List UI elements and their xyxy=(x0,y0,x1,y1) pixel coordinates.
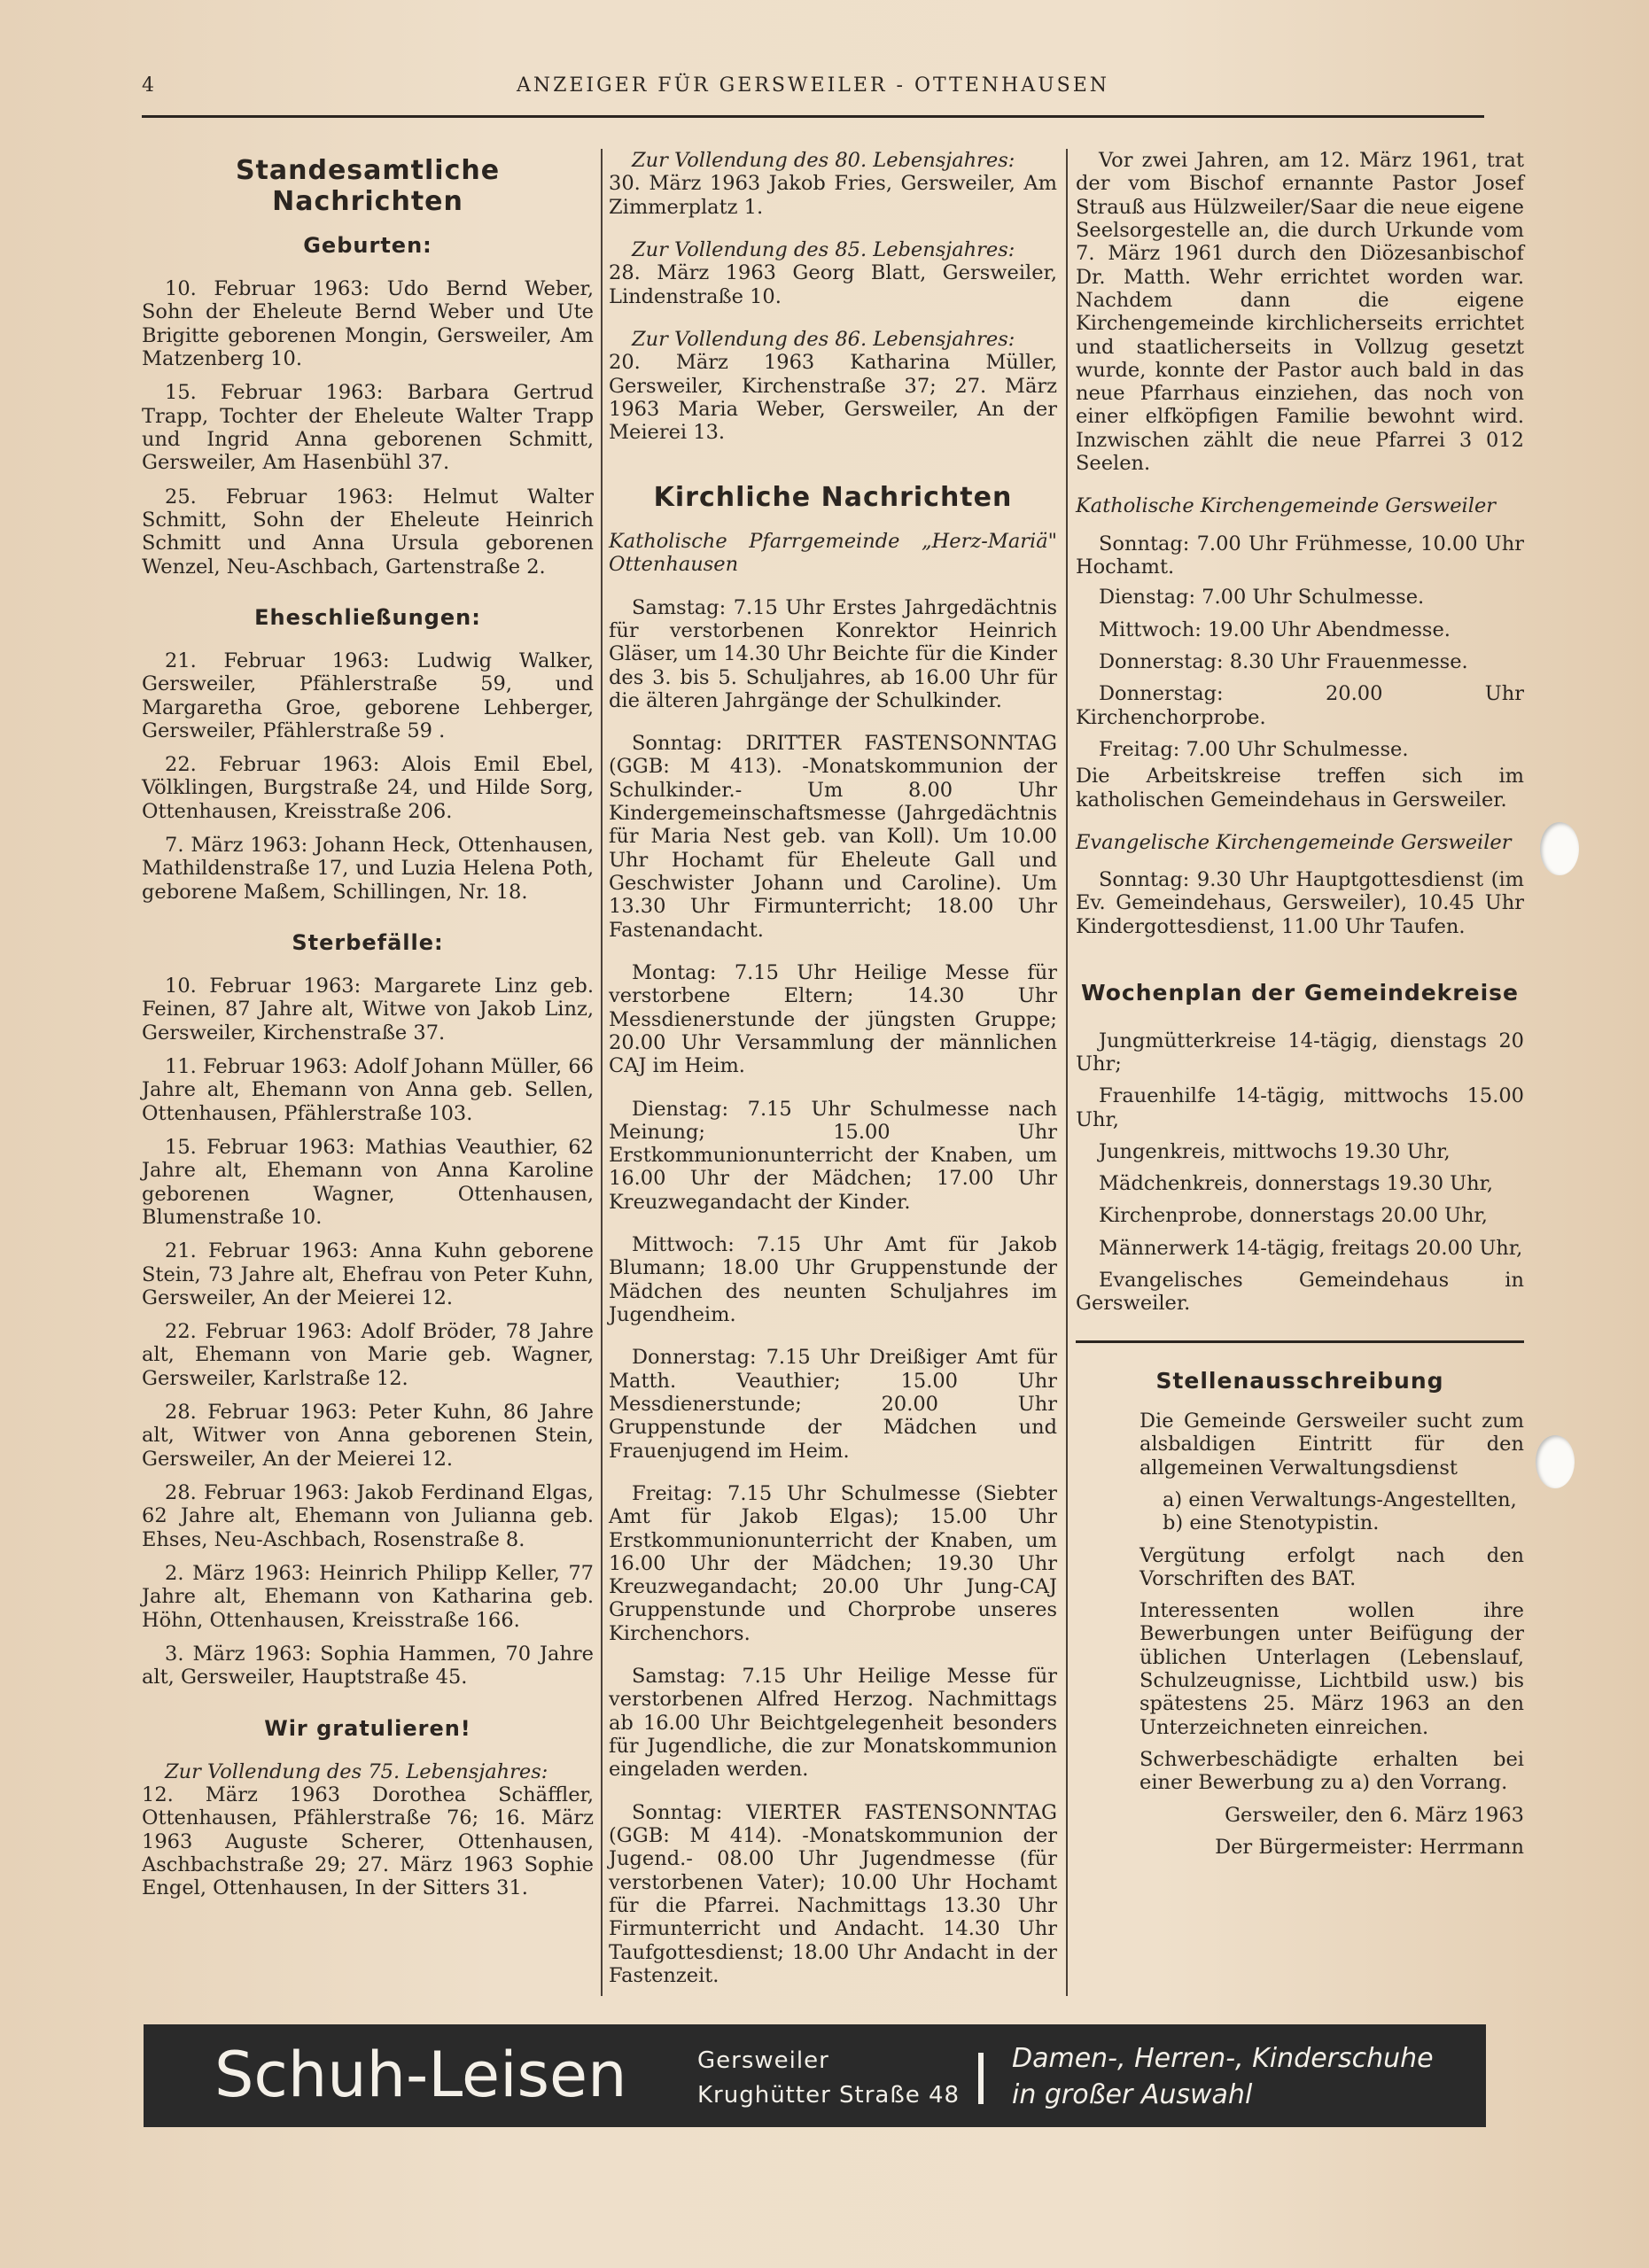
death-entry: 3. März 1963: Sophia Hammen, 70 Jahre alt, Gersweiler, Hauptstraße 45. xyxy=(142,1642,594,1689)
page-number: 4 xyxy=(142,74,154,97)
death-entry: 21. Februar 1963: Anna Kuhn geborene Stein, 73 Jahre alt, Ehefrau von Peter Kuhn, Gersweiler, An der Meierei 12. xyxy=(142,1239,594,1309)
catholic-weekday-service: Donnerstag: 20.00 Uhr Kirchenchorprobe. xyxy=(1076,682,1524,729)
weekly-plan-item: Frauenhilfe 14-tägig, mittwochs 15.00 Uhr, xyxy=(1076,1084,1524,1131)
service-entry: Samstag: 7.15 Uhr Erstes Jahrgedächtnis für verstorbenen Konrektor Heinrich Gläser, um 14.30 Uhr Beichte für die Kinder des 3. bis 5. Schuljahres, ab 16.00 Uhr für die älteren Jahrgänge der Schulkinder. xyxy=(609,595,1057,712)
catholic-weekday-service: Dienstag: 7.00 Uhr Schulmesse. xyxy=(1099,586,1425,610)
column-church-news xyxy=(609,149,1057,1998)
catholic-note: Die Arbeitskreise treffen sich im katholischen Gemeindehaus in Gersweiler. xyxy=(1076,765,1524,812)
congrats-heading: Wir gratulieren! xyxy=(264,1715,471,1741)
marriage-entry: 7. März 1963: Johann Heck, Ottenhausen, Mathildenstraße 17, und Luzia Helena Poth, geborene Maßem, Schillingen, Nr. 18. xyxy=(142,834,594,904)
marriage-entry: 21. Februar 1963: Ludwig Walker, Gersweiler, Pfählerstraße 59, und Margaretha Groe, geborene Lehberger, Gersweiler, Pfählerstraße 59 . xyxy=(142,649,594,742)
section-heading-church-news: Kirchliche Nachrichten xyxy=(653,482,1013,514)
catholic-sunday-service: Sonntag: 7.00 Uhr Frühmesse, 10.00 Uhr Hochamt. xyxy=(1076,532,1524,579)
death-entry: 10. Februar 1963: Margarete Linz geb. Feinen, 87 Jahre alt, Witwe von Jakob Linz, Gersweiler, Kirchenstraße 37. xyxy=(142,975,594,1045)
job-posting-body xyxy=(1076,1410,1524,1859)
weekly-plan-item: Evangelisches Gemeindehaus in Gersweiler. xyxy=(1076,1269,1524,1316)
service-entry: Montag: 7.15 Uhr Heilige Messe für verstorbene Eltern; 14.30 Uhr Messdienerstunde der jüngsten Gruppe; 20.00 Uhr Versammlung der männlichen CAJ im Heim. xyxy=(609,960,1057,1078)
weekly-plan-item: Jungenkreis, mittwochs 19.30 Uhr, xyxy=(1099,1139,1451,1163)
catholic-weekday-service: Freitag: 7.00 Uhr Schulmesse. xyxy=(1099,737,1409,761)
congrats-entry: 20. März 1963 Katharina Müller, Gersweiler, Kirchenstraße 37; 27. März 1963 Maria Weber, Gersweiler, An der Meierei 13. xyxy=(609,351,1057,445)
job-pay: Vergütung erfolgt nach den Vorschriften des BAT. xyxy=(1140,1543,1524,1590)
service-entry: Dienstag: 7.15 Uhr Schulmesse nach Meinung; 15.00 Uhr Erstkommunionunterricht der Knaben, um 16.00 Uhr der Mädchen; 17.00 Uhr Kreuzwegandacht der Kinder. xyxy=(609,1097,1057,1214)
congrats-entry: 28. März 1963 Georg Blatt, Gersweiler, Lindenstraße 10. xyxy=(609,261,1057,308)
service-entry: Sonntag: VIERTER FASTENSONNTAG (GGB: M 414). -Monatskommunion der Jugend.- 08.00 Uhr Jugendmesse (für verstorbenen Vater); 10.00 Uhr Hochamt für die Pfarrei. Nachmittags 13.30 Uhr Firmunterricht und Andacht. 14.30 Uhr Taufgottesdienst; 18.00 Uhr Andacht in der Fastenzeit. xyxy=(609,1800,1057,1987)
congrats-label: Zur Vollendung des 86. Lebensjahres: xyxy=(632,327,1015,351)
death-entry: 15. Februar 1963: Mathias Veauthier, 62 Jahre alt, Ehemann von Anna Karoline geborenen Wagner, Ottenhausen, Blumenstraße 10. xyxy=(142,1135,594,1229)
births-heading: Geburten: xyxy=(303,233,432,258)
store-street: Krughütter Straße 48 xyxy=(697,2082,961,2109)
punch-hole xyxy=(1540,822,1579,875)
service-entry: Freitag: 7.15 Uhr Schulmesse (Siebter Amt für Jakob Elgas); 15.00 Uhr Erstkommunionunterricht der Knaben, um 16.00 Uhr der Mädchen; 19.30 Uhr Kreuzwegandacht; 20.00 Uhr Jung-CAJ Gruppenstunde und Chorprobe unseres Kirchenchors. xyxy=(609,1481,1057,1645)
service-entry: Samstag: 7.15 Uhr Heilige Messe für verstorbenen Alfred Herzog. Nachmittags ab 16.00 Uhr Beichtgelegenheit besonders für Jugendliche, die zur Monatskommunion eingeladen werden. xyxy=(609,1665,1057,1782)
birth-entry: 15. Februar 1963: Barbara Gertrud Trapp, Tochter der Eheleute Walter Trapp und Ingrid Anna geborenen Schmitt, Gersweiler, Am Hasenbühl 37. xyxy=(142,381,594,475)
death-entry: 28. Februar 1963: Jakob Ferdinand Elgas, 62 Jahre alt, Ehemann von Julianna geb. Ehses, Neu-Aschbach, Rosenstraße 8. xyxy=(142,1481,594,1551)
job-position-b: b) eine Stenotypistin. xyxy=(1163,1511,1380,1535)
catholic-parish-heading: Katholische Kirchengemeinde Gersweiler xyxy=(1076,494,1497,518)
marriages-heading: Eheschließungen: xyxy=(254,604,481,630)
catholic-weekday-service: Donnerstag: 8.30 Uhr Frauenmesse. xyxy=(1099,649,1468,673)
job-posting-heading: Stellenausschreibung xyxy=(1155,1367,1444,1394)
parish-history-text: Vor zwei Jahren, am 12. März 1961, trat der vom Bischof ernannte Pastor Josef Strauß aus Hülzweiler/Saar die neue eigene Seelsorgestelle an, die durch Urkunde vom 7. März 1961 durch den Diözesanbischof Dr. Matth. Wehr errichtet worden war. Nachdem dann die eigene Kirchengemeinde kirchlicherseits errichtet und staatlicherseits in Vollzug gesetzt wurde, konnte der Pastor auch bald in das neue Pfarrhaus einziehen, das noch von einer elfköpfigen Familie bewohnt wird. Inzwischen zählt die neue Pfarrei 3 012 Seelen. xyxy=(1076,149,1524,476)
weekly-plan-item: Kirchenprobe, donnerstags 20.00 Uhr, xyxy=(1099,1204,1488,1228)
column-divider xyxy=(1066,149,1068,1996)
death-entry: 2. März 1963: Heinrich Philipp Keller, 77 Jahre alt, Ehemann von Katharina geb. Höhn, Ottenhausen, Kreisstraße 166. xyxy=(142,1561,594,1632)
ad-separator xyxy=(978,2053,984,2104)
birth-entry: 10. Februar 1963: Udo Bernd Weber, Sohn der Eheleute Bernd Weber und Ute Brigitte geborenen Mongin, Gersweiler, Am Matzenberg 10. xyxy=(142,277,594,371)
evangelical-parish-heading: Evangelische Kirchengemeinde Gersweiler xyxy=(1076,830,1512,854)
service-entry: Mittwoch: 7.15 Uhr Amt für Jakob Blumann; 18.00 Uhr Gruppenstunde der Mädchen des neunten Schuljahres im Jugendheim. xyxy=(609,1233,1057,1326)
congrats-entry: 30. März 1963 Jakob Fries, Gersweiler, Am Zimmerplatz 1. xyxy=(609,172,1057,219)
marriage-entry: 22. Februar 1963: Alois Emil Ebel, Völklingen, Burgstraße 24, und Hilde Sorg, Ottenhausen, Kreisstraße 206. xyxy=(142,753,594,823)
deaths-heading: Sterbefälle: xyxy=(292,930,444,956)
job-signature: Der Bürgermeister: Herrmann xyxy=(1215,1835,1524,1859)
weekly-plan-heading: Wochenplan der Gemeindekreise xyxy=(1081,980,1519,1006)
catholic-weekday-service: Mittwoch: 19.00 Uhr Abendmesse. xyxy=(1099,617,1451,641)
weekly-plan-item: Jungmütterkreise 14-tägig, dienstags 20 Uhr; xyxy=(1076,1029,1524,1076)
congrats-label: Zur Vollendung des 80. Lebensjahres: xyxy=(632,149,1015,172)
column-parish-and-jobs xyxy=(1076,149,1524,1868)
job-application: Interessenten wollen ihre Bewerbungen unter Beifügung der üblichen Unterlagen (Lebenslauf, Schulzeugnisse, Lichtbild usw.) bis spätestens 25. März 1963 an den Unterzeichneten einreichen. xyxy=(1140,1599,1524,1739)
congrats-label: Zur Vollendung des 85. Lebensjahres: xyxy=(632,237,1015,261)
job-intro: Die Gemeinde Gersweiler sucht zum alsbaldigen Eintritt für den allgemeinen Verwaltungsdienst xyxy=(1140,1409,1524,1480)
store-town: Gersweiler xyxy=(697,2047,829,2074)
job-place-date: Gersweiler, den 6. März 1963 xyxy=(1225,1803,1524,1827)
store-name: Schuh-Leisen xyxy=(214,2039,627,2111)
weekly-plan-item: Männerwerk 14-tägig, freitags 20.00 Uhr, xyxy=(1099,1236,1523,1260)
column-civil-registry xyxy=(142,149,594,1911)
death-entry: 22. Februar 1963: Adolf Bröder, 78 Jahre alt, Ehemann von Marie geb. Wagner, Gersweiler, Karlstraße 12. xyxy=(142,1320,594,1390)
congrats-label: Zur Vollendung des 75. Lebensjahres: xyxy=(165,1759,548,1783)
job-position-a: a) einen Verwaltungs-Angestellten, xyxy=(1163,1487,1517,1511)
evangelical-services: Sonntag: 9.30 Uhr Hauptgottesdienst (im Ev. Gemeindehaus, Gersweiler), 10.45 Uhr Kindergottesdienst, 11.00 Uhr Taufen. xyxy=(1076,868,1524,938)
service-entry: Sonntag: DRITTER FASTENSONNTAG (GGB: M 413). -Monatskommunion der Schulkinder.- Um 8.00 Uhr Kindergemeinschaftsmesse (Jahrgedächtnis für Maria Nest geb. van Koll). Um 10.00 Uhr Hochamt für Eheleute Gall und Geschwister Johann und Caroline). Um 13.30 Uhr Firmunterricht; 18.00 Uhr Fastenandacht. xyxy=(609,732,1057,942)
store-slogan xyxy=(1012,2040,1434,2114)
page-header xyxy=(142,74,1484,118)
service-entry: Donnerstag: 7.15 Uhr Dreißiger Amt für Matth. Veauthier; 15.00 Uhr Messdienerstunde; 20.00 Uhr Gruppenstunde der Mädchen und Frauenjugend im Heim. xyxy=(609,1346,1057,1463)
section-heading-civil-registry: Standesamtliche Nachrichten xyxy=(235,155,501,217)
punch-hole xyxy=(1536,1435,1575,1488)
slogan-line: Damen-, Herren-, Kinderschuhe xyxy=(1012,2043,1434,2074)
death-entry: 28. Februar 1963: Peter Kuhn, 86 Jahre alt, Witwer von Anna geborenen Stein, Gersweiler, An der Meierei 12. xyxy=(142,1401,594,1471)
weekly-plan-item: Mädchenkreis, donnerstags 19.30 Uhr, xyxy=(1099,1172,1494,1196)
birth-entry: 25. Februar 1963: Helmut Walter Schmitt, Sohn der Eheleute Heinrich Schmitt und Anna Ursula geborenen Wenzel, Neu-Aschbach, Gartenstraße 2. xyxy=(142,485,594,579)
section-divider xyxy=(1076,1340,1524,1343)
shoe-store-advertisement xyxy=(144,2024,1486,2127)
death-entry: 11. Februar 1963: Adolf Johann Müller, 66 Jahre alt, Ehemann von Anna geb. Sellen, Ottenhausen, Pfählerstraße 103. xyxy=(142,1055,594,1125)
parish-name: Katholische Pfarrgemeinde „Herz-Mariä" Ottenhausen xyxy=(609,529,1057,577)
slogan-line: in großer Auswahl xyxy=(1012,2079,1253,2111)
congrats-entry: 12. März 1963 Dorothea Schäffler, Ottenhausen, Pfählerstraße 76; 16. März 1963 Auguste Scherer, Ottenhausen, Aschbachstraße 29; 27. März 1963 Sophie Engel, Ottenhausen, In der Sitters 31. xyxy=(142,1783,594,1900)
column-divider xyxy=(601,149,603,1996)
job-disabled-priority: Schwerbeschädigte erhalten bei einer Bewerbung zu a) den Vorrang. xyxy=(1140,1748,1524,1795)
newspaper-title: ANZEIGER FÜR GERSWEILER - OTTENHAUSEN xyxy=(516,74,1110,97)
store-address xyxy=(697,2044,960,2113)
